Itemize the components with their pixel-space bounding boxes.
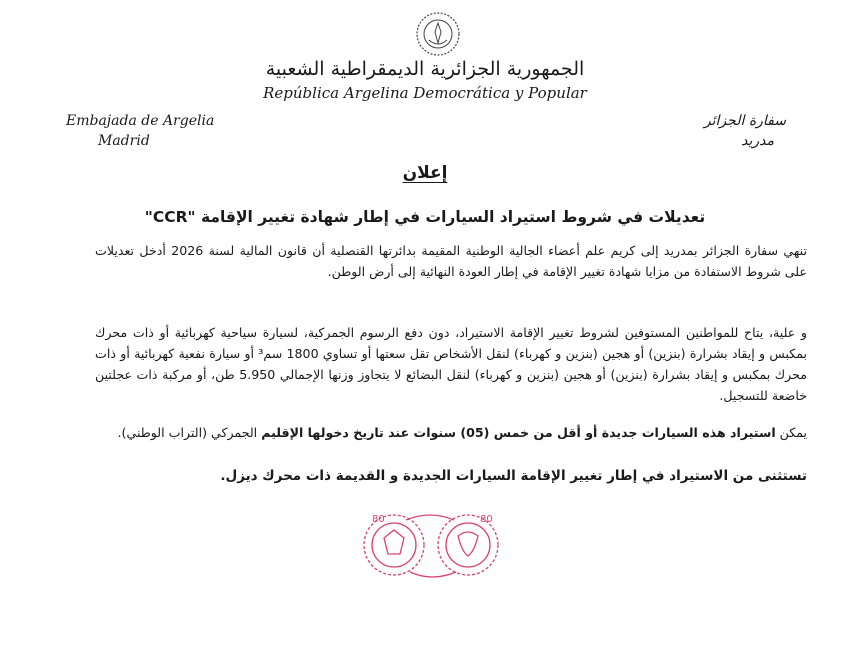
embassy-name-arabic: سفارة الجزائر <box>703 113 786 129</box>
embassy-city-arabic: مدريد <box>741 133 774 149</box>
stamp-label-right: 80 <box>480 514 493 525</box>
embassy-block-arabic <box>704 111 786 151</box>
paragraph-diesel-exclusion: تستثنى من الاستيراد في إطار تغيير الإقامة السيارات الجديدة و القديمة ذات محرك ديزل. <box>220 468 807 484</box>
announcement-heading <box>0 163 850 183</box>
official-stamp-icon <box>350 500 510 586</box>
announcement-subject: تعديلات في شروط استيراد السيارات في إطار شهادة تغيير الإقامة "CCR" <box>144 208 706 226</box>
paragraph-age-bold: استيراد هذه السيارات جديدة أو أقل من خمس (05) سنوات عند تاريخ دخولها الإقليم <box>261 425 776 440</box>
republic-name-spanish: República Argelina Democrática y Popular <box>263 84 587 102</box>
paragraph-age-suffix: الجمركي (التراب الوطني). <box>117 425 262 440</box>
paragraph-intro: تنهي سفارة الجزائر بمدريد إلى كريم علم أعضاء الجالية الوطنية المقيمة بدائرتها القنصلية أن قانون المالية لسنة 2026 أدخل تعديلات على شروط الاستفادة من مزايا شهادة تغيير الإقامة في إطار العودة النهائية إلى أرض الوطن. <box>95 243 807 279</box>
paragraph-age-prefix: يمكن <box>775 425 807 440</box>
announcement-heading-text: إعلان <box>402 163 448 183</box>
embassy-block-spanish <box>66 111 214 151</box>
republic-name-arabic: الجمهورية الجزائرية الديمقراطية الشعبية <box>265 58 585 80</box>
embassy-city-spanish: Madrid <box>98 133 150 149</box>
stamp-label-left: 80 <box>372 514 385 525</box>
embassy-name-spanish: Embajada de Argelia <box>66 113 215 129</box>
paragraph-age-limit <box>95 422 807 443</box>
national-emblem-icon <box>414 10 462 58</box>
paragraph-conditions: و علية، يتاح للمواطنين المستوفين لشروط تغيير الإقامة الاستيراد، دون دفع الرسوم الجمركية، لسيارة سياحية كهربائية أو ذات محرك بمكبس و إيقاد بشرارة (بنزين) أو هجين (بنزين و كهرباء) لنقل الأشخاص تقل سعتها أو تساوي 1800 سم³ أو سيارة نفعية كهربائية أو ذات محرك بمكبس و إيقاد بشرارة (بنزين) أو هجين (بنزين و كهرباء) لنقل البضائع لا يتجاوز وزنها الإجمالي 5.950 طن، أو مركبة ذات عجلتين خاضعة للتسجيل. <box>95 325 808 403</box>
